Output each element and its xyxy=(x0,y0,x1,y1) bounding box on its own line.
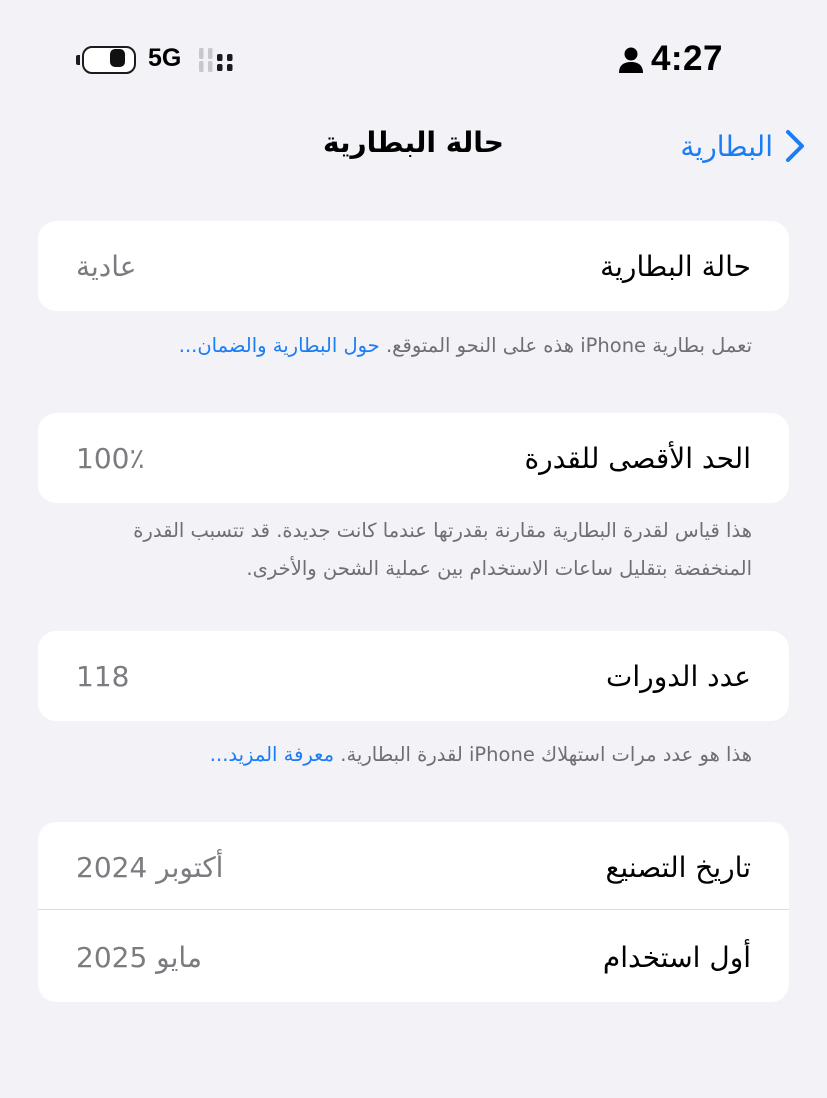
battery-warranty-link[interactable]: حول البطارية والضمان... xyxy=(178,334,380,357)
page-title: حالة البطارية xyxy=(323,126,504,159)
maximum-capacity-card xyxy=(38,413,789,503)
cycle-count-label: عدد الدورات xyxy=(606,659,751,693)
network-type: 5G xyxy=(148,44,182,72)
maximum-capacity-footer-text: هذا قياس لقدرة البطارية مقارنة بقدرتها عندما كانت جديدة. قد تتسبب القدرة المنخفضة بتقليل ساعات الاستخدام بين عملية الشحن والأخرى. xyxy=(133,519,752,580)
cycle-count-footer-text: هذا هو عدد مرات استهلاك iPhone لقدرة البطارية. xyxy=(340,743,752,766)
battery-health-footer xyxy=(88,327,752,365)
battery-health-row xyxy=(38,221,789,311)
maximum-capacity-footer xyxy=(88,512,752,588)
status-bar xyxy=(0,0,827,100)
manufacture-date-row xyxy=(38,822,789,912)
first-use-row xyxy=(38,912,789,1002)
signal-icon xyxy=(198,46,240,74)
cycle-count-card xyxy=(38,631,789,721)
manufacture-date-value: أكتوبر 2024 xyxy=(76,850,224,884)
cycle-count-row xyxy=(38,631,789,721)
cycle-count-footer xyxy=(88,736,752,774)
person-icon xyxy=(618,46,644,74)
maximum-capacity-row xyxy=(38,413,789,503)
back-button-label: البطارية xyxy=(680,129,773,163)
row-divider xyxy=(38,909,789,910)
battery-health-card xyxy=(38,221,789,311)
status-time: 4:27 xyxy=(650,39,723,78)
first-use-label: أول استخدام xyxy=(602,940,751,974)
battery-health-value: عادية xyxy=(76,249,137,283)
learn-more-link[interactable]: معرفة المزيد... xyxy=(209,743,335,766)
maximum-capacity-value: 100٪ xyxy=(76,441,145,475)
first-use-value: مايو 2025 xyxy=(76,940,202,974)
chevron-right-icon xyxy=(785,129,805,163)
cycle-count-value: 118 xyxy=(76,659,130,693)
battery-health-label: حالة البطارية xyxy=(600,249,751,283)
back-button[interactable] xyxy=(680,126,805,166)
battery-health-footer-text: تعمل بطارية iPhone هذه على النحو المتوقع. xyxy=(385,334,752,357)
manufacture-date-label: تاريخ التصنيع xyxy=(605,850,751,884)
maximum-capacity-label: الحد الأقصى للقدرة xyxy=(524,441,751,475)
battery-dates-card xyxy=(38,822,789,1002)
battery-icon xyxy=(76,46,136,74)
